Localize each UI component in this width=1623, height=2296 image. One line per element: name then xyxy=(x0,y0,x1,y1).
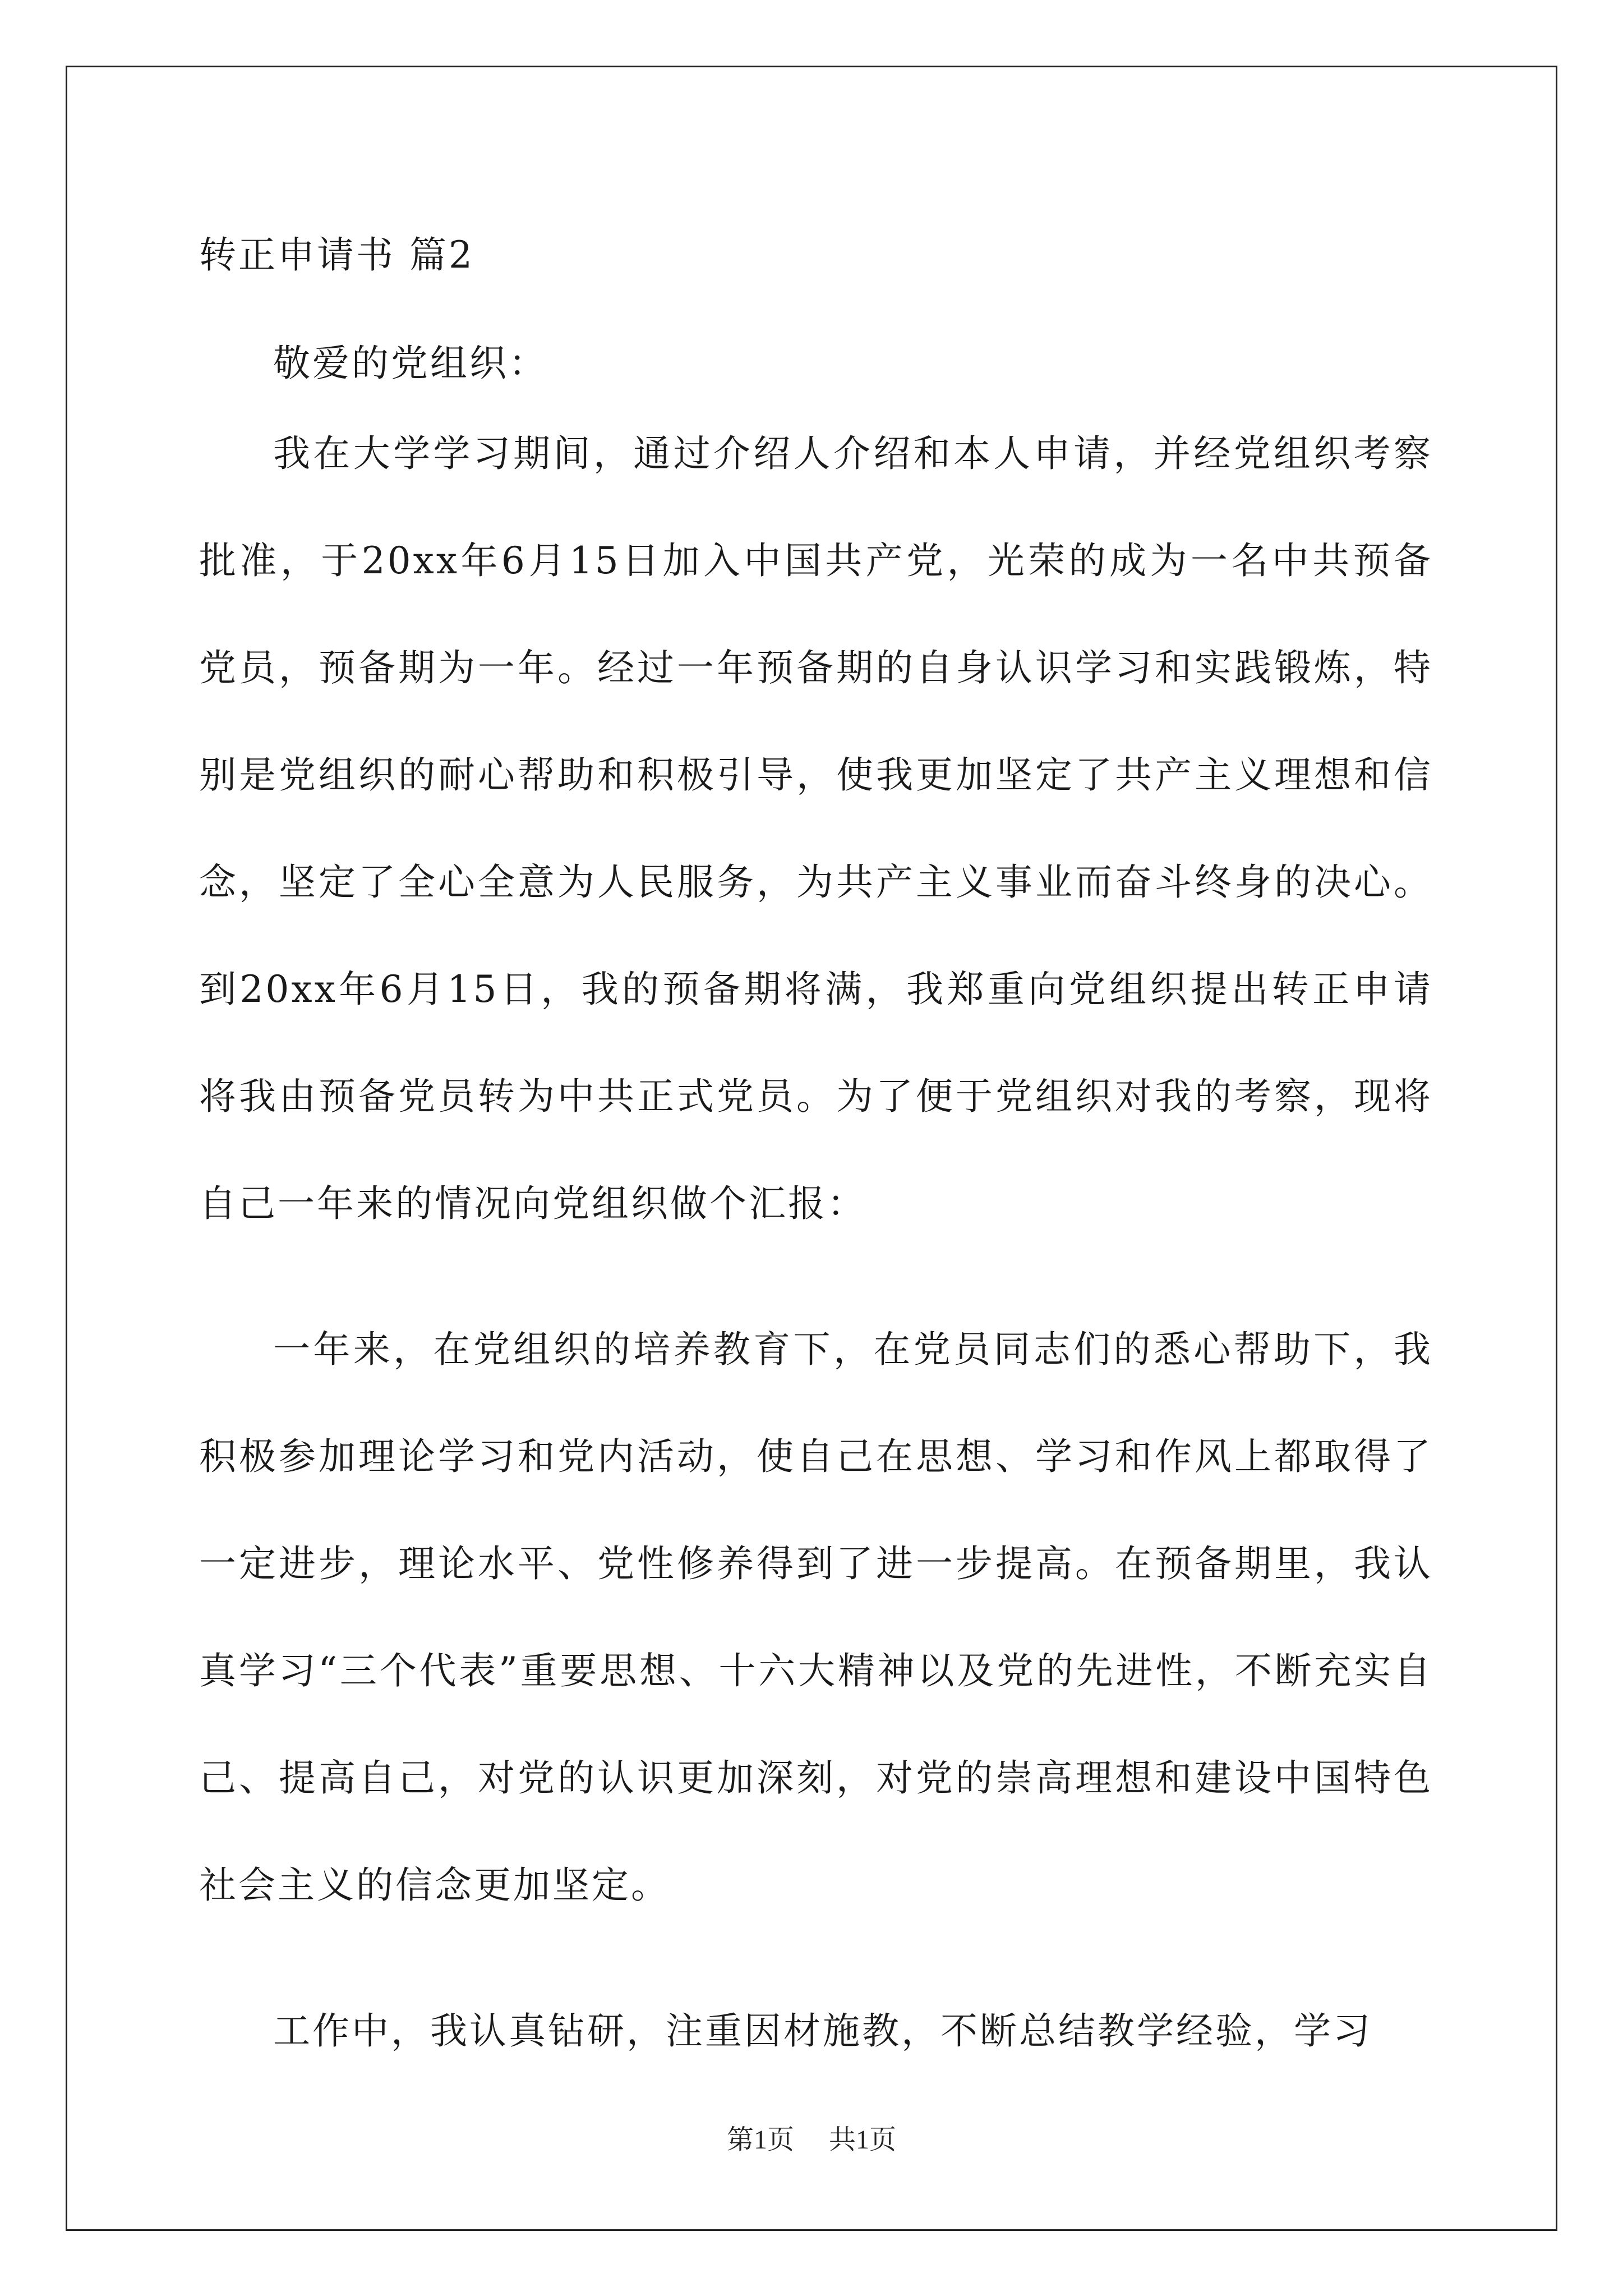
salutation: 敬爱的党组织： xyxy=(273,342,548,385)
page-footer xyxy=(0,2118,1623,2156)
document-body xyxy=(199,219,1433,2085)
page-number-total: 共1页 xyxy=(829,2125,897,2155)
paragraph-3: 工作中，我认真钻研，注重因材施教，不断总结教学经验，学习 xyxy=(273,2009,1372,2053)
paragraph-2: 一年来，在党组织的培养教育下，在党员同志们的悉心帮助下，我积极参加理论学习和党内活动，使自己在思想、学习和作风上都取得了一定进步，理论水平、党性修养得到了进一步提高。在预备期里，我认真学习“三个代表”重要思想、十六大精神以及党的先进性，不断充实自己、提高自己，对党的认识更加深刻，对党的崇高理想和建设中国特色社会主义的信念更加坚定。 xyxy=(199,1328,1433,1907)
page-number-current: 第1页 xyxy=(726,2125,794,2155)
paragraph-1: 我在大学学习期间，通过介绍人介绍和本人申请，并经党组织考察批准，于20xx年6月15日加入中国共产党，光荣的成为一名中共预备党员，预备期为一年。经过一年预备期的自身认识学习和实践锻炼，特别是党组织的耐心帮助和积极引导，使我更加坚定了共产主义理想和信念，坚定了全心全意为人民服务，为共产主义事业而奋斗终身的决心。到20xx年6月15日，我的预备期将满，我郑重向党组织提出转正申请将我由预备党员转为中共正式党员。为了便于党组织对我的考察，现将自己一年来的情况向党组织做个汇报： xyxy=(199,432,1433,1225)
document-title: 转正申请书 篇2 xyxy=(199,233,474,277)
